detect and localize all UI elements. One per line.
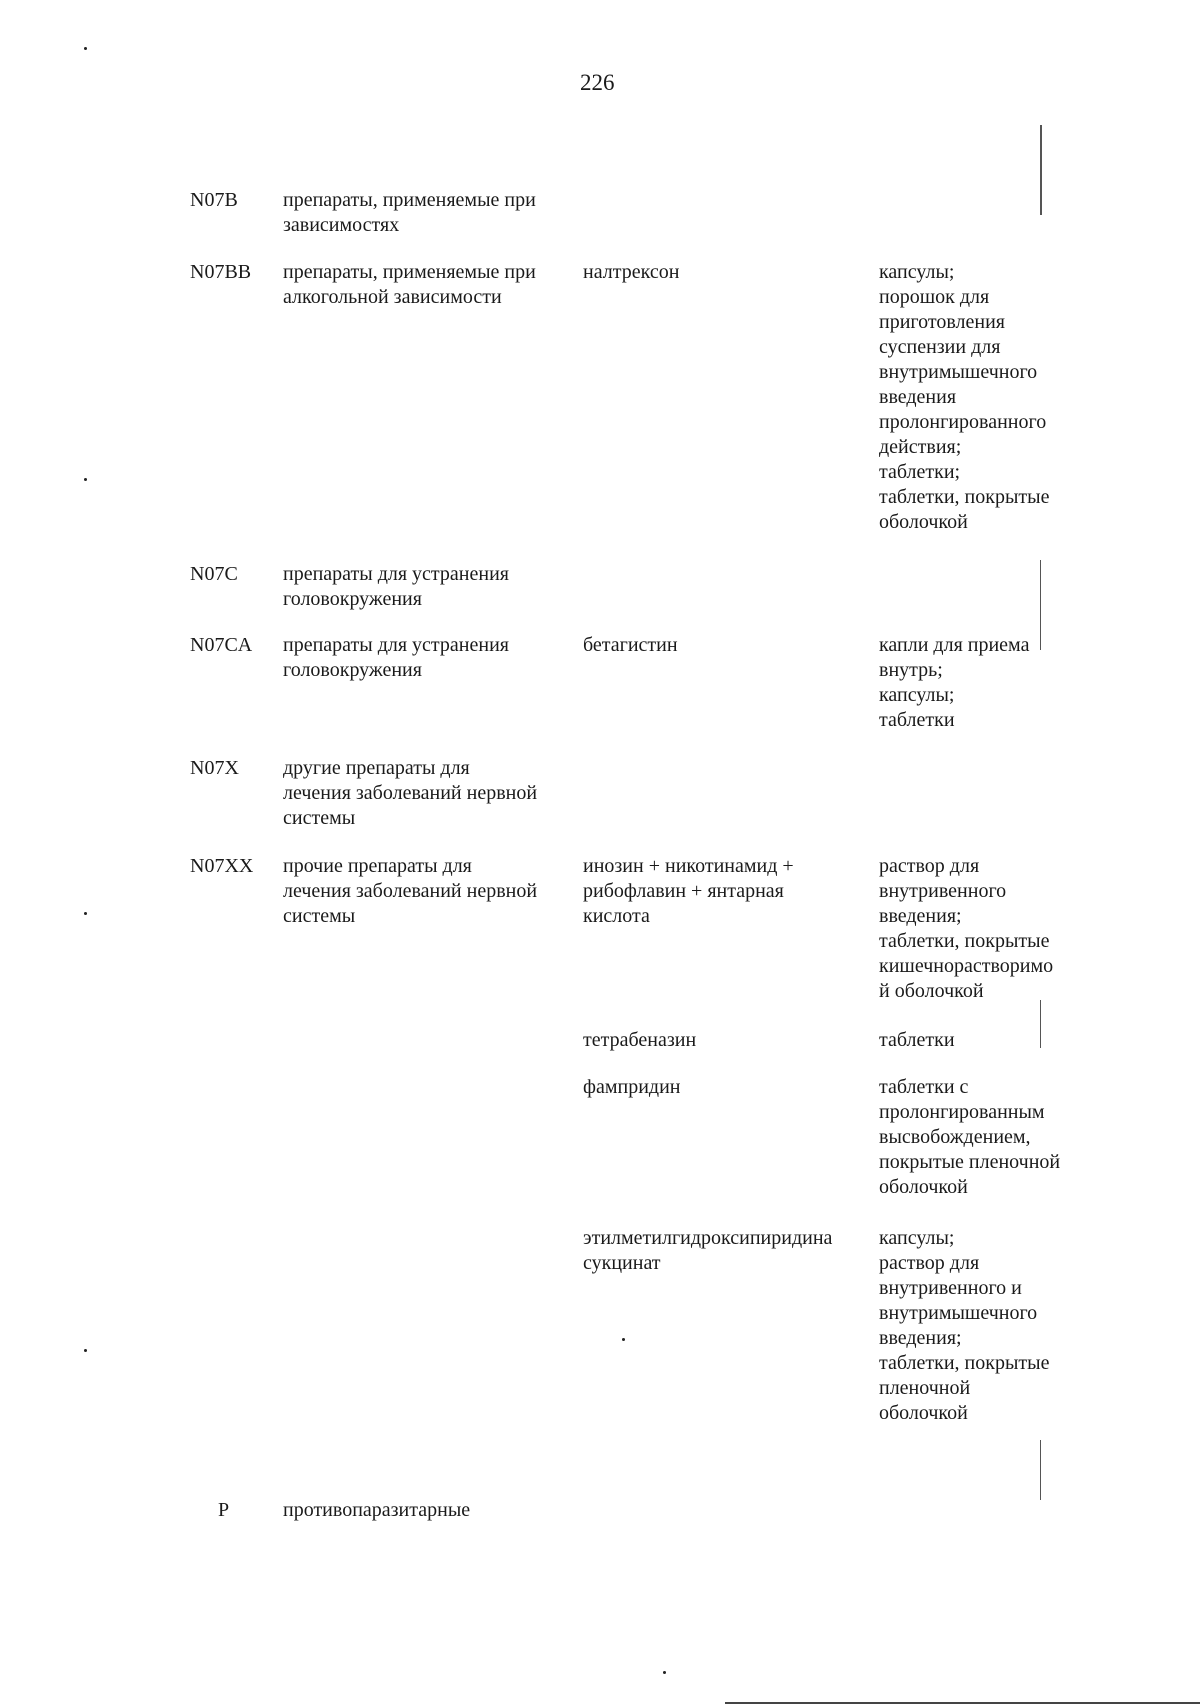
group-description: препараты, применяемые при алкогольной зависимости	[283, 261, 536, 308]
scan-artifact-line	[1040, 1000, 1041, 1048]
dosage-forms: таблетки	[879, 1029, 955, 1051]
dosage-forms: капли для приема внутрь; капсулы; таблетки	[879, 634, 1030, 731]
scan-artifact-dot	[84, 47, 87, 50]
scan-artifact-dot	[663, 1671, 666, 1674]
group-description: противопаразитарные	[283, 1499, 471, 1521]
group-description: препараты для устранения головокружения	[283, 563, 509, 610]
atc-code: N07B	[190, 189, 238, 211]
dosage-forms: раствор для внутривенного введения; таблетки, покрытые кишечнорастворимо й оболочкой	[879, 855, 1054, 1002]
atc-code: N07X	[190, 757, 239, 779]
atc-code: N07BB	[190, 261, 252, 283]
drug-name: бетагистин	[583, 634, 678, 656]
drug-name: этилметилгидроксипиридина сукцинат	[583, 1227, 833, 1274]
group-description: препараты, применяемые при зависимостях	[283, 189, 536, 236]
drug-name: налтрексон	[583, 261, 680, 283]
scan-artifact-dot	[84, 1349, 87, 1352]
scan-artifact-line	[725, 1702, 1200, 1704]
group-description: прочие препараты для лечения заболеваний нервной системы	[283, 855, 538, 927]
group-description: другие препараты для лечения заболеваний нервной системы	[283, 757, 538, 829]
scan-artifact-line	[1040, 560, 1041, 650]
atc-code: N07XX	[190, 855, 254, 877]
scan-artifact-dot	[84, 912, 87, 915]
drug-name: фампридин	[583, 1076, 681, 1098]
atc-code: N07CA	[190, 634, 253, 656]
dosage-forms: капсулы; раствор для внутривенного и внутримышечного введения; таблетки, покрытые пленочной оболочкой	[879, 1227, 1050, 1424]
scan-artifact-dot	[622, 1338, 625, 1341]
page-number: 226	[580, 70, 615, 95]
group-description: препараты для устранения головокружения	[283, 634, 509, 681]
scan-artifact-line	[1040, 1440, 1041, 1500]
dosage-forms: таблетки с пролонгированным высвобождением, покрытые пленочной оболочкой	[879, 1076, 1061, 1198]
scan-artifact-line	[1040, 125, 1042, 215]
atc-code: N07C	[190, 563, 238, 585]
atc-code: P	[218, 1499, 230, 1521]
drug-name: тетрабеназин	[583, 1029, 697, 1051]
dosage-forms: капсулы; порошок для приготовления суспензии для внутримышечного введения пролонгированного действия; таблетки; таблетки, покрытые оболочкой	[879, 261, 1050, 533]
drug-name: инозин + никотинамид + рибофлавин + янтарная кислота	[583, 855, 794, 927]
scan-artifact-dot	[84, 478, 87, 481]
